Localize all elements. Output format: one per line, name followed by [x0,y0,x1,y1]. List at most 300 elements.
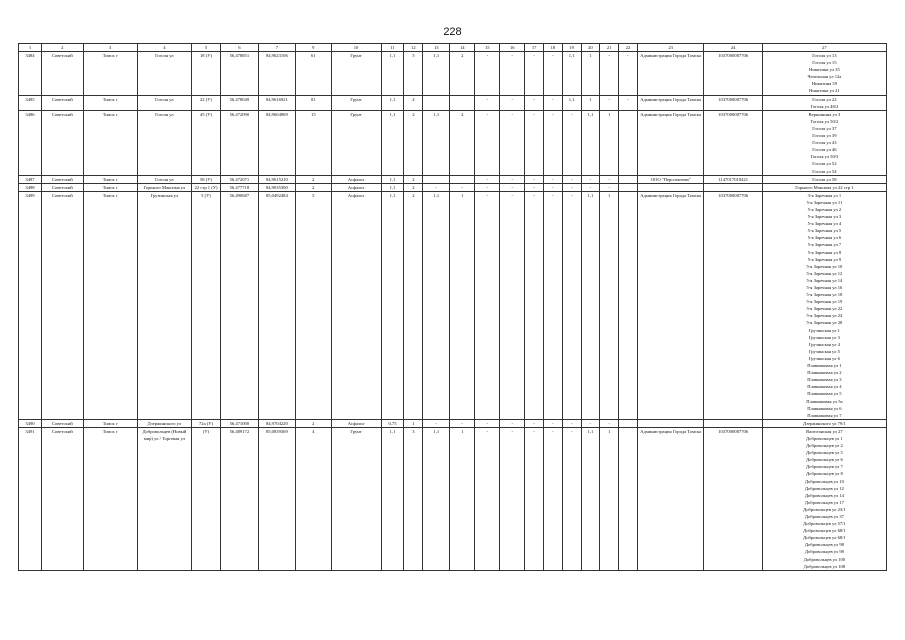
address-line: 5-я Заречная ул 2 [807,206,842,212]
table-cell: Грунт [331,427,381,570]
address-line: 5-я Заречная ул 12 [806,270,843,276]
table-cell: - [500,110,525,175]
table-cell: Грунт [331,95,381,110]
address-line: 5-я Заречная ул 5 [807,228,842,234]
table-cell: - [475,52,500,96]
address-line: Гоголя ул 50/3 [810,154,839,160]
table-cell: - [525,427,544,570]
table-cell: - [581,183,600,191]
table-cell: - [544,175,563,183]
table-cell: - [562,110,581,175]
table-cell: - [619,52,638,96]
table-cell: 84,9623106 [258,52,296,96]
column-header: 7 [258,44,296,52]
table-cell: 1,1 [381,183,404,191]
address-line: 5-я Заречная ул 6 [807,235,842,241]
table-cell: 22 стр 1 (У) [191,183,220,191]
table-body [19,52,887,571]
address-line: 5-я Заречная ул 8 [807,249,842,255]
address-line: Плавниковая ул 6 [807,405,842,411]
table-cell: 2 [404,183,423,191]
table-cell: 1,1 [423,110,450,175]
address-line: 5-я Заречная ул 7 [807,242,842,248]
table-cell: (У) [191,427,220,570]
table-row [19,183,887,191]
table-cell: 4 [404,95,423,110]
column-header: 24 [704,44,762,52]
address-line: Добровольцев ул 68/1 [803,528,846,534]
address-line: Добровольцев ул 6 [806,457,843,463]
column-header: 23 [637,44,704,52]
address-line: Плавниковая ул 3 [807,377,842,383]
table-cell: - [562,419,581,427]
address-line: Добровольцев ул 37 [804,514,844,519]
address-line: Плавниковая ул 4 [807,384,842,390]
address-line: Гоголя ул 39 [812,133,837,139]
table-cell: - [475,191,500,419]
table-cell: Администрация Города Томска [637,427,704,570]
table-cell: - [500,52,525,96]
table-cell [619,110,638,175]
table-cell: 2 [296,175,331,183]
table-cell: 56,478851 [221,52,259,96]
table-cell: Грузинская ул [137,191,191,419]
address-cell [762,175,886,183]
address-line: 5-я Заречная ул 22 [806,306,843,312]
address-line: Гоголя ул 52 [812,161,837,167]
table-cell: 56,489172 [221,427,259,570]
column-header: 9 [296,44,331,52]
address-line: Гоголя ул 13 [812,53,837,58]
table-cell: 58 (У) [191,175,220,183]
table-cell: 15 [296,110,331,175]
table-cell: 56,472071 [221,175,259,183]
table-cell: 3 [404,427,423,570]
address-line: Никитина 59 [811,81,837,87]
table-cell [450,95,475,110]
column-header: 18 [544,44,563,52]
table-cell: - [500,183,525,191]
table-row [19,95,887,110]
address-line: Гоголя ул 58 [812,176,837,182]
table-cell: Советский [41,419,83,427]
table-row [19,191,887,419]
address-line: Гоголя ул 54 [812,168,837,174]
address-line: 5-я Заречная ул 4 [807,221,842,227]
address-line: 5-я Заречная ул 9 [807,256,842,262]
table-cell: Горького Максима ул [137,183,191,191]
table-cell: Гоголя ул [137,110,191,175]
address-line: Грузинская ул 5 [808,348,840,354]
table-cell: 56,478049 [221,95,259,110]
table-cell: Асфальт [331,419,381,427]
table-cell: - [544,191,563,419]
table-cell: 3488 [19,183,42,191]
table-cell: 1 [404,419,423,427]
table-cell [450,175,475,183]
table-cell: 61 [296,52,331,96]
header-row [19,44,887,52]
address-line: Добровольцев ул 108 [803,563,846,569]
column-header: 19 [562,44,581,52]
table-cell: - [544,419,563,427]
column-header: 5 [191,44,220,52]
table-cell: 2 [404,191,423,419]
address-line: Добровольцев ул 5 [806,450,843,456]
table-cell: - [500,427,525,570]
table-cell [423,95,450,110]
column-header: 12 [404,44,423,52]
column-header: 3 [83,44,137,52]
table-cell [619,419,638,427]
address-line: Чепельная ул 12а [807,74,842,80]
address-line: Добровольцев ул 10 [804,478,844,484]
table-cell [637,419,704,427]
table-cell: Гоголя ул [137,95,191,110]
table-row [19,110,887,175]
table-row [19,175,887,183]
table-cell: 1 [600,191,619,419]
table-cell: 1 [600,110,619,175]
address-line: Плавниковая ул 5 [807,391,842,397]
table-cell: 3489 [19,191,42,419]
table-cell: 2 [450,52,475,96]
table-cell: 1037000087706 [704,52,762,96]
address-line: Дзержинского ул 79/1 [803,420,846,426]
address-line: 5-я Заречная ул 3 [807,214,842,220]
table-cell: 1,1 [423,52,450,96]
table-cell: 1,1 [581,191,600,419]
table-cell: 5 [404,52,423,96]
table-cell: - [581,419,600,427]
table-cell: Советский [41,110,83,175]
table-cell [637,183,704,191]
address-line: 5-я Заречная ул 16 [806,285,843,290]
table-cell [619,191,638,419]
address-line: 5-я Заречная ул 24 [806,313,843,319]
table-cell: - [600,95,619,110]
table-cell: 1,1 [381,191,404,419]
column-header: 14 [450,44,475,52]
table-cell: 56,472090 [221,110,259,175]
table-cell: 1,1 [581,427,600,570]
table-row [19,419,887,427]
address-line: Плавниковая ул 5а [806,398,843,404]
address-line: 5-я Заречная ул 10 [806,263,843,269]
table-cell: Асфальт [331,183,381,191]
table-cell: Гоголя ул [137,52,191,96]
address-line: Никитина ул 35 [809,67,840,73]
table-cell: Томск г [83,183,137,191]
table-cell: Дзержинского ул [137,419,191,427]
table-cell: - [475,95,500,110]
column-header: 20 [581,44,600,52]
column-header: 22 [619,44,638,52]
table-cell: Томск г [83,419,137,427]
table-cell: 18 (У) [191,52,220,96]
table-cell: - [500,175,525,183]
address-line: Плавниковая ул 2 [807,370,842,376]
table-row [19,52,887,96]
address-line: 5-я Заречная ул 18 [806,292,843,298]
table-cell: - [525,110,544,175]
address-line: 5-я Заречная ул 19 [806,299,843,305]
table-cell: - [562,175,581,183]
table-cell: - [525,183,544,191]
column-header: 15 [475,44,500,52]
table-cell: 1037000087706 [704,427,762,570]
table-cell: - [500,191,525,419]
table-cell: 3490 [19,419,42,427]
table-cell: - [600,183,619,191]
table-cell: 2 [296,183,331,191]
table-cell: - [475,427,500,570]
table-cell: Администрация Города Томска [637,95,704,110]
table-cell: - [423,183,450,191]
table-cell: - [500,95,525,110]
table-cell: Советский [41,52,83,96]
address-line: Горького Максима ул 22 стр 1 [795,184,854,190]
table-cell [619,427,638,570]
table-cell: 1037000087706 [704,191,762,419]
address-line: Добровольцев ул 57/1 [803,521,846,527]
table-cell: Грунт [331,52,381,96]
table-cell: - [581,175,600,183]
table-cell [619,183,638,191]
table-cell: - [600,52,619,96]
column-header: 27 [762,44,886,52]
table-cell: 1037000087706 [704,110,762,175]
table-cell: 22 (У) [191,95,220,110]
table-cell: 56,477718 [221,183,259,191]
address-line: Добровольцев ул 23/1 [803,506,846,512]
table-cell: Администрация Города Томска [637,110,704,175]
table-cell: - [525,191,544,419]
table-cell: 5 [296,191,331,419]
address-line: Добровольцев ул 2 [806,443,843,449]
address-line: Никитина ул 21 [809,88,840,94]
table-cell [704,183,762,191]
column-header: 16 [500,44,525,52]
table-cell [704,419,762,427]
column-header: 21 [600,44,619,52]
address-cell [762,427,886,570]
table-cell: 85,0839369 [258,427,296,570]
table-cell: - [475,110,500,175]
address-line: Гоголя ул 15 [812,60,837,66]
table-cell: 1 [581,95,600,110]
address-line: Добровольцев ул 68/1 [803,535,846,541]
table-cell: - [423,419,450,427]
table-cell: - [525,95,544,110]
column-header: 1 [19,44,42,52]
address-cell [762,191,886,419]
table-cell: ООО "Перспектива" [637,175,704,183]
table-cell: 84,9604969 [258,110,296,175]
column-header: 6 [221,44,259,52]
column-header: 4 [137,44,191,52]
table-cell: 3485 [19,95,42,110]
table-cell: 4 [296,427,331,570]
table-cell: - [600,419,619,427]
table-cell [423,175,450,183]
table-cell: - [544,52,563,96]
column-header: 17 [525,44,544,52]
address-line: Добровольцев ул 98 [804,542,844,548]
table-cell: 84,9704220 [258,419,296,427]
table-cell: Советский [41,183,83,191]
address-line: 5-я Заречная ул 28 [806,320,843,326]
table-cell: - [544,110,563,175]
address-line: Плавниковая ул 1 [807,363,842,369]
table-cell: 1,1 [423,191,450,419]
table-cell: 3487 [19,175,42,183]
table-cell: - [525,52,544,96]
table-cell: 1,1 [381,175,404,183]
table-cell: - [562,191,581,419]
table-cell: 84,9615210 [258,175,296,183]
table-cell: 1,1 [381,427,404,570]
address-line: Добровольцев ул 1 [806,435,843,441]
address-line: Гоголя ул 43 [812,140,837,146]
table-cell: 1037000087706 [704,95,762,110]
table-cell: Советский [41,175,83,183]
address-line: Добровольцев ул 17 [804,499,844,505]
table-cell: - [544,427,563,570]
table-cell: 56,490687 [221,191,259,419]
table-cell: - [544,95,563,110]
table-cell: - [562,183,581,191]
table-cell: 1 [581,52,600,96]
address-line: Вершинина ул 3 [808,111,841,117]
registry-table [18,43,887,571]
address-line: Грузинская ул 6 [808,355,840,361]
table-cell: - [525,175,544,183]
table-cell: 3484 [19,52,42,96]
table-cell: - [500,419,525,427]
address-line: Грузинская ул 4 [808,341,840,347]
address-line: Гоголя ул 48/2 [810,103,839,109]
table-cell: 56,471000 [221,419,259,427]
table-cell: 81 [296,95,331,110]
address-line: Добровольцев ул 8 [806,471,843,477]
table-cell: - [475,175,500,183]
table-cell: 72а (У) [191,419,220,427]
address-cell [762,52,886,96]
address-line: Гоголя ул 22 [812,96,837,102]
address-line: Гоголя ул 50/2 [810,118,839,124]
table-cell: Томск г [83,52,137,96]
table-cell: 2 [296,419,331,427]
table-cell: - [525,419,544,427]
address-line: 3-я Заречная ул 1 [807,192,842,198]
table-cell: Томск г [83,191,137,419]
table-cell: 1,1 [581,110,600,175]
table-cell: 3491 [19,427,42,570]
address-line: Плавниковая ул 7 [807,412,842,418]
table-cell: 84,9035300 [258,183,296,191]
address-line: Грузинская ул 3 [808,334,840,340]
table-row [19,427,887,570]
table-cell: - [475,419,500,427]
table-cell: 5 (У) [191,191,220,419]
table-cell: 45 (У) [191,110,220,175]
address-cell [762,183,886,191]
address-line: Добровольцев ул 98 [804,549,844,555]
table-cell: Томск г [83,95,137,110]
table-cell: 1,1 [562,52,581,96]
table-cell: - [475,183,500,191]
table-cell: 1,1 [381,52,404,96]
address-line: Васюганская ул 27 [806,428,843,434]
table-cell: Советский [41,95,83,110]
table-cell: Томск г [83,427,137,570]
table-cell: - [544,183,563,191]
address-line: Добровольцев ул 100 [803,556,846,562]
address-line: Гоголя ул 46 [812,147,837,153]
column-header: 2 [41,44,83,52]
address-line: Грузинская ул 1 [808,327,840,333]
page-number: 228 [443,26,462,38]
table-cell: - [450,183,475,191]
table-cell: 1147017018421 [704,175,762,183]
table-cell [619,175,638,183]
table-cell: Советский [41,427,83,570]
table-cell: Грунт [331,110,381,175]
address-cell [762,110,886,175]
table-cell: 2 [404,175,423,183]
table-cell: - [450,419,475,427]
table-cell: Администрация Города Томска [637,191,704,419]
table-cell: Томск г [83,175,137,183]
table-cell: 2 [404,110,423,175]
table-cell: 84,9616921 [258,95,296,110]
table-cell: Асфальт [331,175,381,183]
address-line: Добровольцев ул 12 [804,485,844,491]
table-cell: 85,0492484 [258,191,296,419]
table-cell: - [619,95,638,110]
table-cell: Добровольцев (Новый мир) ул / Торговая ул [137,427,191,570]
table-cell: 0,75 [381,419,404,427]
column-header: 10 [331,44,381,52]
table-cell: 1,1 [562,95,581,110]
address-line: Добровольцев ул 14 [804,492,844,498]
address-cell [762,95,886,110]
address-cell [762,419,886,427]
address-line: 5-я Заречная ул 11 [806,199,843,205]
table-cell: Томск г [83,110,137,175]
table-cell: 1 [450,427,475,570]
column-header: 11 [381,44,404,52]
table-cell: Советский [41,191,83,419]
table-cell: Администрация Города Томска [637,52,704,96]
table-cell: 1,1 [381,110,404,175]
column-header: 13 [423,44,450,52]
table-cell: - [562,427,581,570]
table-cell: 1 [450,191,475,419]
table-cell: Гоголя ул [137,175,191,183]
address-line: 5-я Заречная ул 14 [806,277,843,283]
address-line: Гоголя ул 37 [812,125,837,131]
table-cell: - [600,175,619,183]
table-cell: Асфальт [331,191,381,419]
table-cell: 2 [450,110,475,175]
address-line: Добровольцев ул 7 [806,464,843,470]
table-cell: 1 [600,427,619,570]
table-cell: 3486 [19,110,42,175]
table-cell: 1,1 [381,95,404,110]
table-cell: 1,1 [423,427,450,570]
